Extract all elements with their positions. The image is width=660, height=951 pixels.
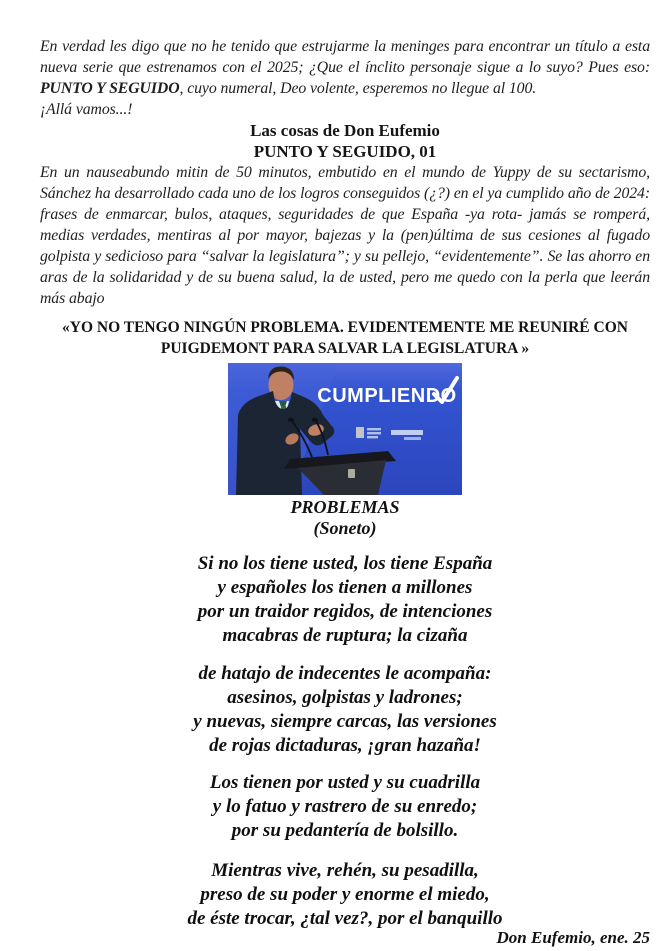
body-paragraph: En un nauseabundo mitin de 50 minutos, embutido en el mundo de Yuppy de su sectarismo, Sánchez ha desarrollado cada uno de los logros conseguidos (¿?) en el ya cumplido año de 2024: frases de enmarcar, bulos, ataques, seguridades de que España -ya rota- jamás se romperá, medias verdades, mentiras al por mayor, bajezas y la (pen)última de sus cesiones al fugado golpista y sedicioso para “salvar la legislatura”; y su pellejo, “evidentemente”. Se las ahorro en aras de la solidaridad y de su buena salud, la de usted, pero me quedo con la perla que leerán más abajo — [40, 164, 650, 307]
intro-emphasis: PUNTO Y SEGUIDO — [40, 80, 180, 97]
stanza-4 — [40, 859, 650, 931]
lectern-emblem — [348, 469, 355, 478]
poem-line: macabras de ruptura; la cizaña — [222, 625, 468, 646]
poem-line: Los tienen por usted y su cuadrilla — [209, 772, 481, 793]
poem-line: asesinos, golpistas y ladrones; — [227, 687, 463, 708]
intro-paragraph — [40, 36, 650, 120]
sonnet — [40, 497, 650, 931]
poem-line: Mientras vive, rehén, su pesadilla, — [211, 860, 479, 881]
poem-line: preso de su poder y enorme el miedo, — [200, 884, 490, 905]
author-signature: Don Eufemio, ene. 25 — [496, 928, 650, 947]
episode-title: PUNTO Y SEGUIDO, 01 — [253, 142, 437, 161]
poem-line: por su pedantería de bolsillo. — [231, 820, 459, 841]
stanza-1 — [40, 552, 650, 648]
intro-tail: , cuyo numeral, Deo volente, esperemos no llegue al 100. — [179, 80, 537, 97]
podium-photo-illustration — [228, 363, 462, 495]
intro-lead: En verdad les digo que no he tenido que estrujarme la meninges para encontrar un título a esta nueva serie que estrenamos con el 2025; ¿Que el ínclito personaje sigue a lo suyo? Pues eso: — [40, 38, 650, 76]
poem-title: PROBLEMAS — [290, 497, 400, 517]
stanza-2 — [40, 662, 650, 758]
photo-overlay-text: CUMPLIENDO — [317, 385, 457, 407]
poem-line: Si no los tiene usted, los tiene España — [197, 553, 493, 574]
series-title: Las cosas de Don Eufemio — [250, 121, 440, 140]
stanza-3 — [40, 771, 650, 843]
poem-subtitle: (Soneto) — [313, 518, 377, 538]
poem-line: de éste trocar, ¿tal vez?, por el banquillo — [187, 908, 503, 929]
poem-line: por un traidor regidos, de intenciones — [197, 601, 493, 622]
photo-politician-podium — [228, 363, 462, 495]
poem-line: de hatajo de indecentes le acompaña: — [198, 663, 492, 684]
poem-line: de rojas dictaduras, ¡gran hazaña! — [209, 735, 481, 756]
poem-line: y lo fatuo y rastrero de su enredo; — [212, 796, 478, 817]
poem-line: y nuevas, siempre carcas, las versiones — [193, 711, 497, 732]
government-logo — [356, 427, 381, 438]
poem-line: y españoles los tienen a millones — [217, 577, 473, 598]
intro-exclamation: ¡Allá vamos...! — [40, 101, 133, 118]
pull-quote: «YO NO TENGO NINGÚN PROBLEMA. EVIDENTEMENTE ME REUNIRÉ CON PUIGDEMONT PARA SALVAR LA LEGISLATURA » — [62, 319, 628, 357]
